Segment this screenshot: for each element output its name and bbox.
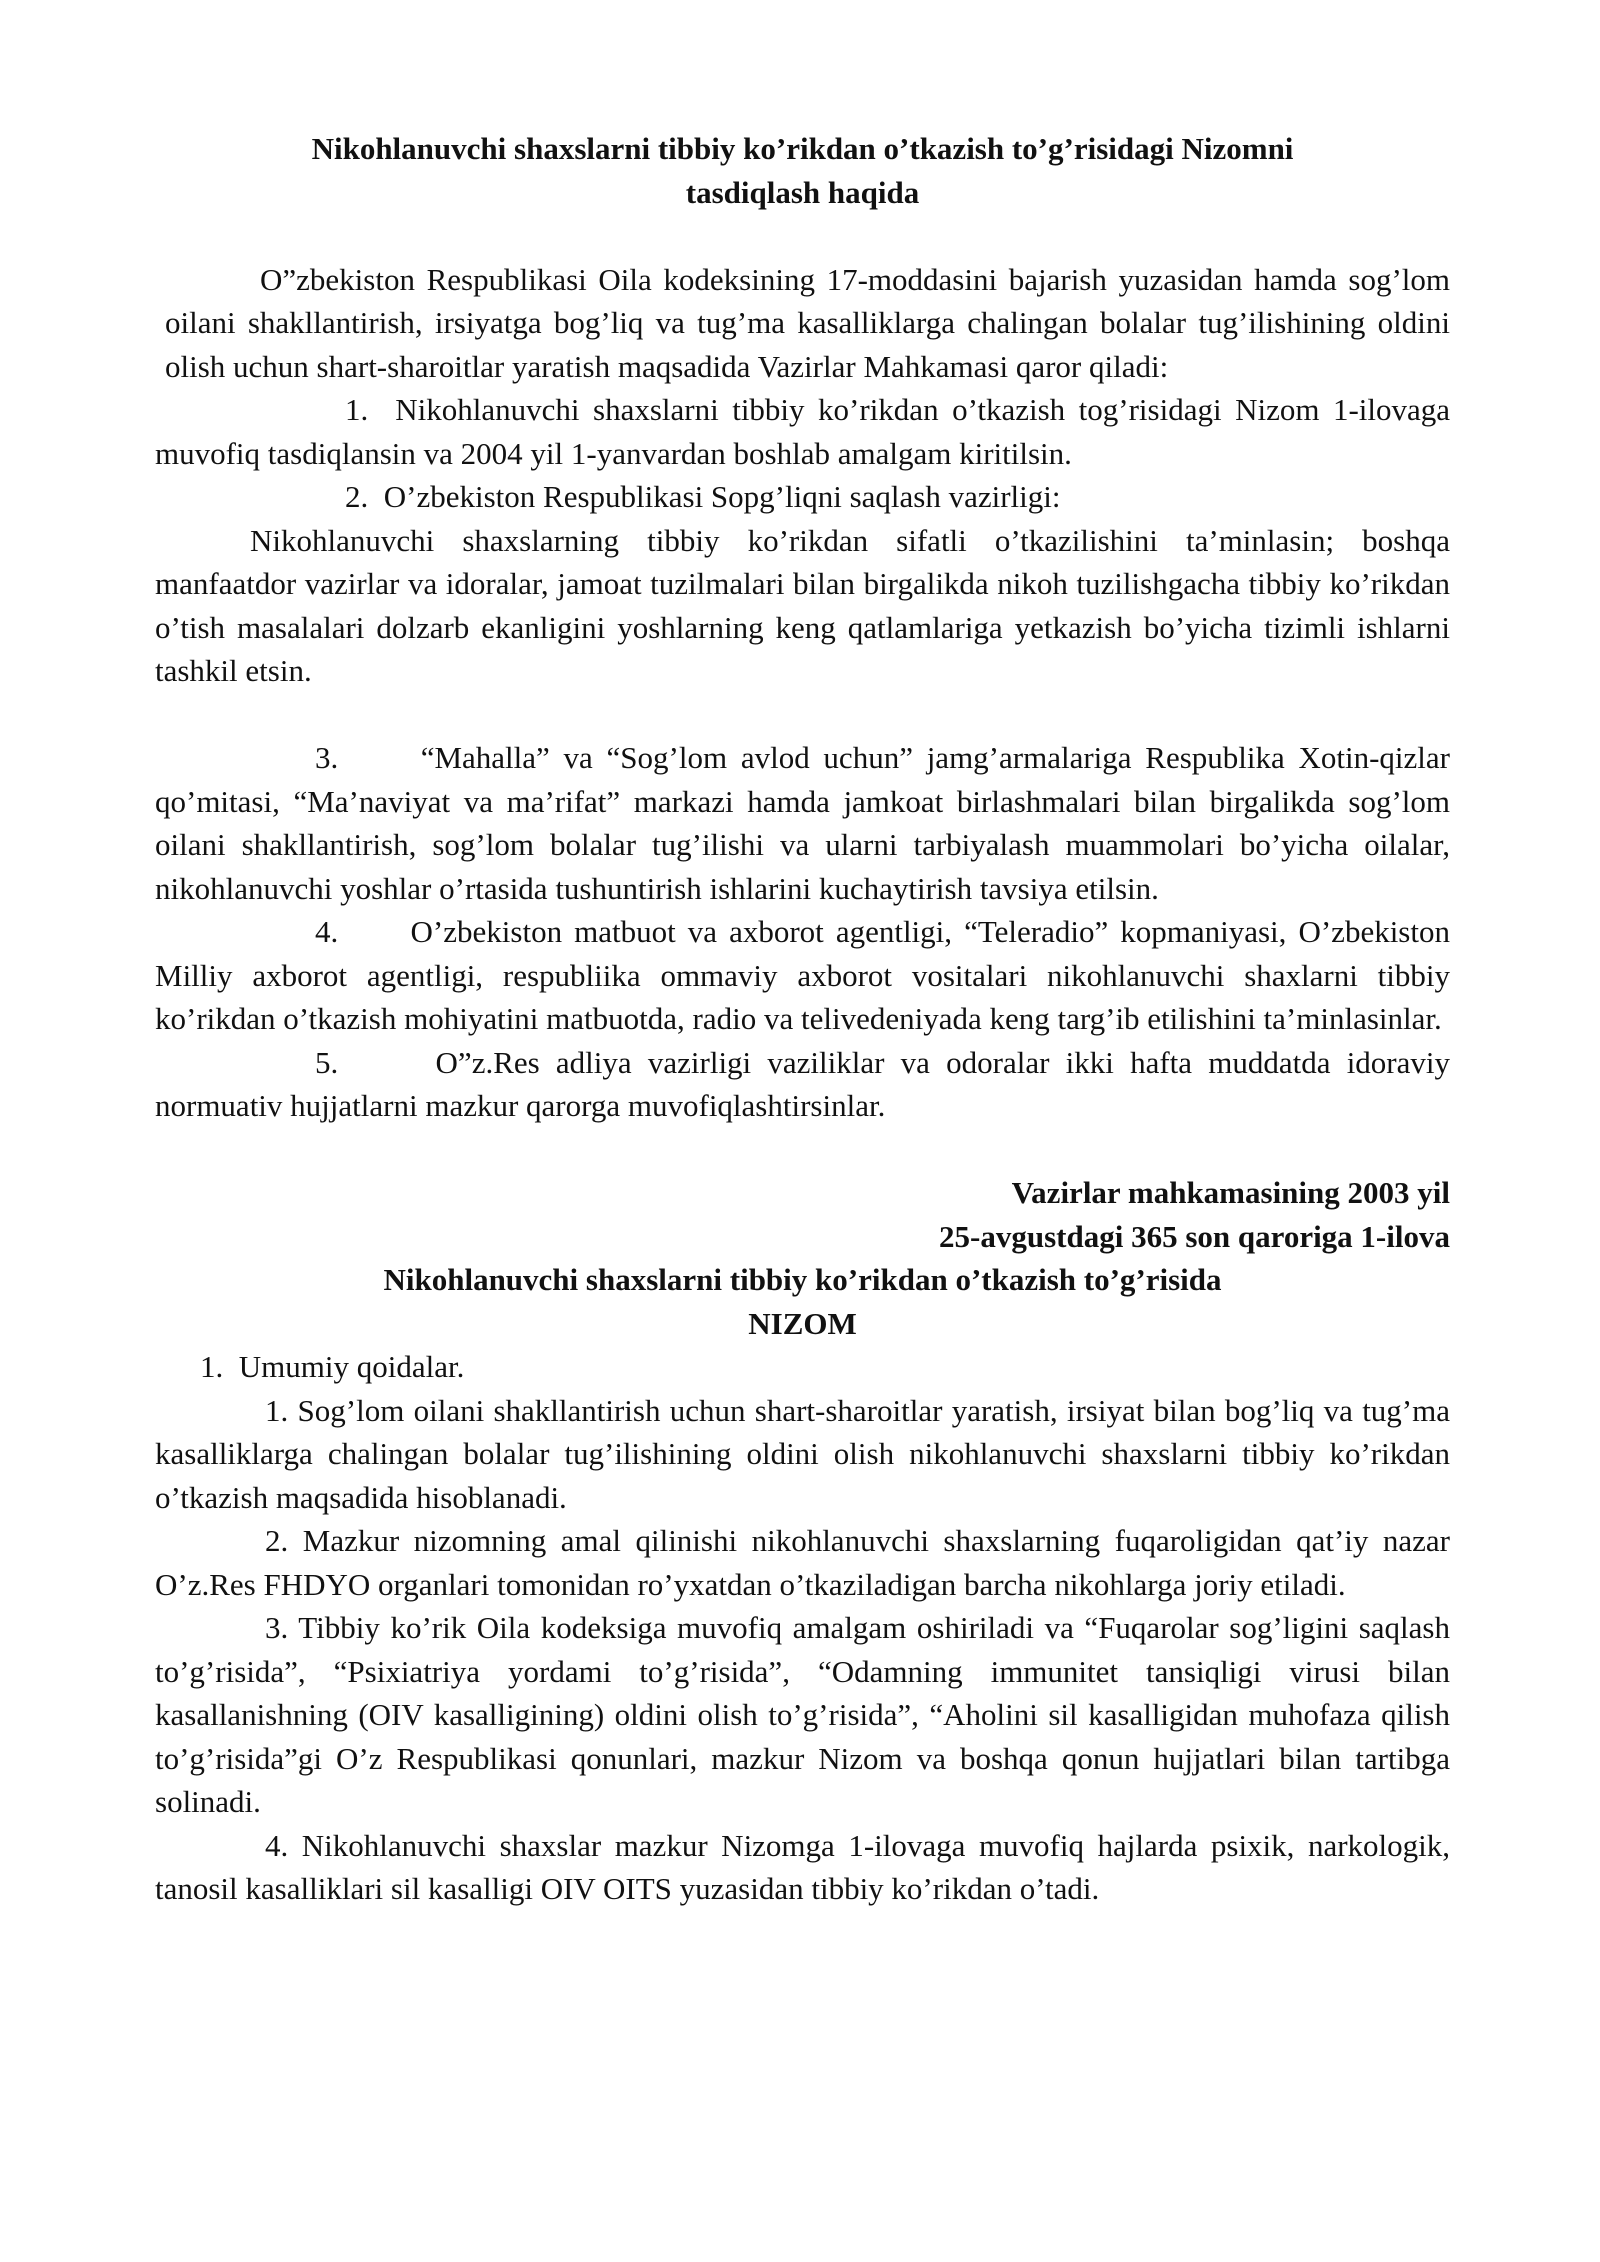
regulation-clause-3 <box>155 1606 1450 1824</box>
regulation-title-line-2: NIZOM <box>748 1305 857 1341</box>
item-number: 1. <box>345 392 369 427</box>
document-title <box>155 127 1450 214</box>
clause-text: Tibbiy ko’rik Oila kodeksiga muvofiq amalgam oshiriladi va “Fuqarolar sog’ligini saqlash to’g’risida”, “Psixiatriya yordami to’g’risida”, “Odamning immunitet tansiqligi virusi bilan kasallanishning (OIV kasalligining) oldini olish to’g’risida”, “Aholini sil kasalligidan muhofaza qilish to’g’risida”gi O’z Respublikasi qonunlari, mazkur Nizom va boshqa qonun hujjatlari bilan tartibga solinadi. <box>155 1610 1450 1819</box>
spacer <box>155 214 1450 258</box>
appendix-reference-line-1: Vazirlar mahkamasining 2003 yil <box>1011 1175 1450 1210</box>
item-text: “Mahalla” va “Sog’lom avlod uchun” jamg’armalariga Respublika Xotin-qizlar qo’mitasi, “Ma’naviyat va ma’rifat” markazi hamda jamkoat birlashmalari bilan birgalikda sog’lom oilani shakllantirish, sog’lom bolalar tug’ilishi va ularni tarbiyalash muammolari bo’yicha oilalar, nikohlanuvchi yoshlar o’rtasida tushuntirish ishlarini kuchaytirish tavsiya etilsin. <box>155 740 1450 906</box>
regulation-clause-4 <box>155 1824 1450 1911</box>
clause-text: Sog’lom oilani shakllantirish uchun shart-sharoitlar yaratish, irsiyat bilan bog’liq va tug’ma kasalliklarga chalingan bolalar tug’ilishining oldini olish nikohlanuvchi shaxslarni tibbiy ko’rikdan o’tkazish maqsadida hisoblanadi. <box>155 1392 1450 1515</box>
item-number: 4. <box>315 914 339 949</box>
clause-number: 2. <box>265 1523 289 1558</box>
clause-number: 1. <box>265 1392 289 1428</box>
item-number: 5. <box>315 1044 339 1080</box>
decree-item-1 <box>155 388 1450 475</box>
decree-item-3 <box>155 736 1450 910</box>
section-heading <box>155 1345 1450 1389</box>
item-text: O’zbekiston Respublikasi Sopg’liqni saqlash vazirligi: <box>383 479 1061 514</box>
spacer <box>155 1128 1450 1172</box>
item-text: Nikohlanuvchi shaxslarni tibbiy ko’rikdan o’tkazish tog’risidagi Nizom 1-ilovaga muvofiq tasdiqlansin va 2004 yil 1-yanvardan boshlab amalgam kiritilsin. <box>155 392 1451 471</box>
item-number: 3. <box>315 740 339 775</box>
decree-item-2-subparagraph: Nikohlanuvchi shaxslarning tibbiy ko’rikdan sifatli o’tkazilishini ta’minlasin; boshqa manfaatdor vazirlar va idoralar, jamoat tuzilmalari bilan birgalikda nikoh tuzilishgacha tibbiy ko’rikdan o’tish masalalari dolzarb ekanligini yoshlarning keng qatlamlariga yetkazish bo’yicha tizimli ishlarni tashkil etsin. <box>155 522 1450 688</box>
item-number: 2. <box>345 479 369 514</box>
clause-text: Mazkur nizomning amal qilinishi nikohlanuvchi shaxslarning fuqaroligidan qat’iy nazar O’z.Res FHDYO organlari tomonidan ro’yxatdan o’tkaziladigan barcha nikohlarga joriy etiladi. <box>155 1523 1451 1602</box>
regulation-title-line-1: Nikohlanuvchi shaxslarni tibbiy ko’rikdan o’tkazish to’g’risida <box>383 1262 1222 1297</box>
clause-number: 3. <box>265 1610 289 1645</box>
regulation-clause-2 <box>155 1519 1450 1606</box>
regulation-title <box>155 1258 1450 1345</box>
title-line-1: Nikohlanuvchi shaxslarni tibbiy ko’rikdan o’tkazish to’g’risidagi Nizomni <box>311 131 1294 166</box>
regulation-clause-1 <box>155 1389 1450 1520</box>
section-number: 1. <box>200 1349 224 1384</box>
decree-item-4 <box>155 910 1450 1041</box>
clause-text: Nikohlanuvchi shaxslar mazkur Nizomga 1-ilovaga muvofiq hajlarda psixik, narkologik, tanosil kasalliklari sil kasalligi OIV OITS yuzasidan tibbiy ko’rikdan o’tadi. <box>155 1827 1451 1906</box>
item-text: O’zbekiston matbuot va axborot agentligi, “Teleradio” kopmaniyasi, O’zbekiston Milliy axborot agentligi, respubliika ommaviy axborot vositalari nikohlanuvchi shaxlarni tibbiy ko’rikdan o’tkazish mohiyatini matbuotda, radio va telivedeniyada keng targ’ib etilishini ta’minlasinlar. <box>155 914 1450 1036</box>
appendix-reference-line-2: 25-avgustdagi 365 son qaroriga 1-ilova <box>939 1218 1450 1254</box>
decree-item-2 <box>155 475 1450 519</box>
decree-item-5 <box>155 1041 1450 1128</box>
clause-number: 4. <box>265 1827 289 1863</box>
title-line-2: tasdiqlash haqida <box>685 174 920 210</box>
document-page <box>155 127 1450 1911</box>
item-text: O”z.Res adliya vazirligi vaziliklar va odoralar ikki hafta muddatda idoraviy normuativ hujjatlarni mazkur qarorga muvofiqlashtirsinlar. <box>155 1044 1451 1123</box>
appendix-reference <box>155 1171 1450 1258</box>
intro-paragraph: O”zbekiston Respublikasi Oila kodeksining 17-moddasini bajarish yuzasidan hamda sog’lom oilani shakllantirish, irsiyatga bog’liq va tug’ma kasalliklarga chalingan bolalar tug’ilishining oldini olish uchun shart-sharoitlar yaratish maqsadida Vazirlar Mahkamasi qaror qiladi: <box>165 261 1450 384</box>
section-title: Umumiy qoidalar. <box>238 1349 465 1384</box>
spacer <box>155 693 1450 737</box>
